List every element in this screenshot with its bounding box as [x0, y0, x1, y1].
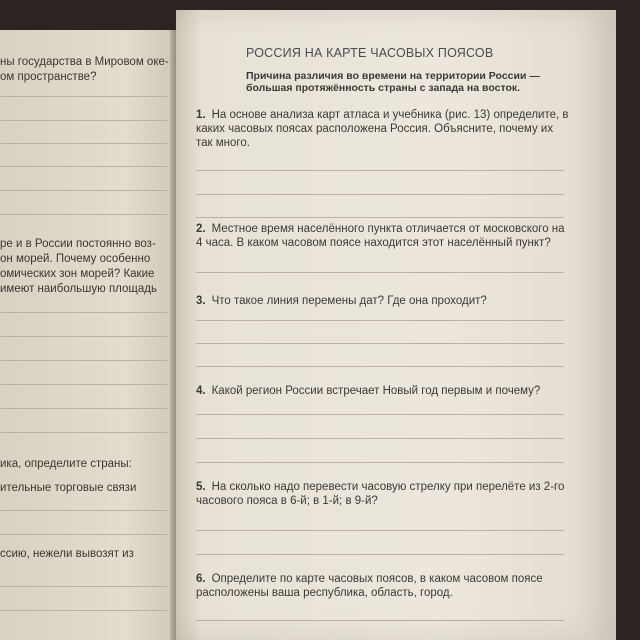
left-text-fragment: имеют наибольшую площадь — [0, 283, 157, 295]
left-text-fragment: ре и в России постоянно воз- — [0, 238, 156, 250]
answer-line — [196, 438, 564, 439]
question-text: На основе анализа карт атласа и учебника (рис. 13) определите, в каких часовых поясах расположена Россия. Объясните, почему их так много. — [196, 109, 569, 149]
question-text: На сколько надо перевести часовую стрелку при перелёте из 2-го часового пояса в 6-й; в 1-й; в 9-й? — [196, 481, 565, 507]
answer-line — [196, 554, 564, 555]
question-4 — [196, 384, 571, 398]
left-text-fragment: ны государства в Мировом оке- — [0, 56, 169, 68]
question-text: Что такое линия перемены дат? Где она проходит? — [211, 295, 487, 307]
answer-line — [0, 432, 168, 433]
answer-line — [0, 586, 168, 587]
answer-line — [196, 530, 564, 531]
question-number: 1. — [196, 109, 206, 121]
answer-line — [0, 214, 168, 215]
answer-line — [196, 194, 564, 195]
answer-line — [0, 312, 168, 313]
question-2 — [196, 222, 571, 250]
question-text: Определите по карте часовых поясов, в каком часовом поясе расположены ваша республика, область, город. — [196, 573, 543, 599]
answer-line — [196, 217, 564, 218]
question-number: 5. — [196, 481, 206, 493]
answer-line — [196, 414, 564, 415]
answer-line — [196, 320, 564, 321]
question-number: 3. — [196, 295, 206, 307]
question-text: Какой регион России встречает Новый год первым и почему? — [211, 385, 541, 397]
question-number: 2. — [196, 223, 206, 235]
answer-line — [196, 343, 564, 344]
answer-line — [0, 143, 168, 144]
answer-line — [196, 620, 564, 621]
answer-line — [0, 166, 168, 167]
answer-line — [196, 366, 564, 367]
answer-line — [0, 408, 168, 409]
answer-line — [0, 360, 168, 361]
left-text-fragment: омических зон морей? Какие — [0, 268, 155, 280]
answer-line — [0, 336, 168, 337]
left-text-fragment: ссию, нежели вывозят из — [0, 548, 134, 560]
question-text: Местное время населённого пункта отличается от московского на 4 часа. В каком часовом поясе находится этот населённый пункт? — [196, 223, 565, 249]
question-number: 6. — [196, 573, 206, 585]
page-title: РОССИЯ НА КАРТЕ ЧАСОВЫХ ПОЯСОВ — [246, 46, 494, 60]
answer-line — [196, 462, 564, 463]
answer-line — [0, 510, 168, 511]
question-1 — [196, 108, 571, 150]
answer-line — [196, 170, 564, 171]
answer-line — [0, 534, 168, 535]
left-text-fragment: ом пространстве? — [0, 71, 97, 83]
page-subtitle: Причина различия во времени на территории России — большая протяжённость страны с запада на восток. — [246, 70, 540, 94]
answer-line — [0, 96, 168, 97]
left-text-fragment: ика, определите страны: — [0, 458, 132, 470]
left-text-fragment: ительные торговые связи — [0, 482, 137, 494]
right-page — [176, 10, 616, 640]
answer-line — [0, 610, 168, 611]
answer-line — [0, 120, 168, 121]
question-number: 4. — [196, 385, 206, 397]
answer-line — [0, 384, 168, 385]
left-page — [0, 30, 178, 640]
answer-line — [196, 272, 564, 273]
question-3 — [196, 294, 571, 308]
question-6 — [196, 572, 571, 600]
answer-line — [0, 190, 168, 191]
left-text-fragment: он морей. Почему особенно — [0, 253, 151, 265]
question-5 — [196, 480, 571, 508]
